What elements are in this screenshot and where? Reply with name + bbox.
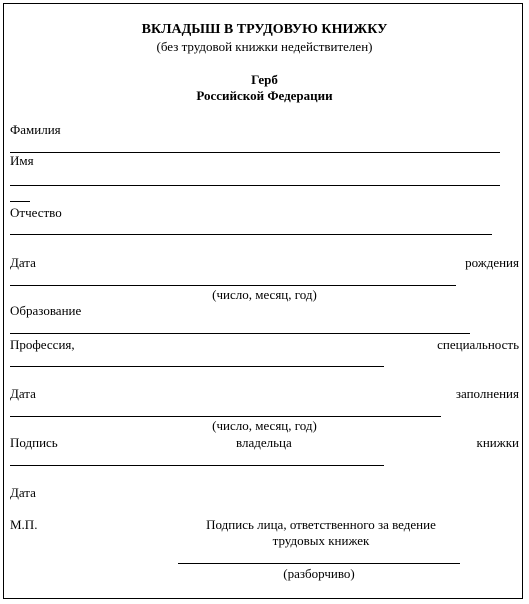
owner-sign-owner: владельца [236,435,292,450]
birth-date-line [10,285,456,286]
owner-sign-line [10,465,384,466]
profession-line [10,366,384,367]
specialty-label: специальность [437,337,519,352]
stamp-place-label: М.П. [10,517,38,532]
responsible-sign-line [178,563,460,564]
patronymic-label: Отчество [10,205,62,220]
fill-date-hint: (число, месяц, год) [212,418,317,433]
name-label: Имя [10,153,34,168]
owner-sign-book: книжки [476,435,519,450]
birth-date-hint: (число, месяц, год) [212,287,317,302]
education-line [10,333,470,334]
birth-date-label-right: рождения [465,255,519,270]
profession-label: Профессия, [10,337,75,352]
fill-date-label: Дата [10,386,36,401]
education-label: Образование [10,303,82,318]
name-line-continuation [10,201,30,202]
fill-date-line [10,416,441,417]
owner-sign-label: Подпись [10,435,58,450]
document-title: ВКЛАДЫШ В ТРУДОВУЮ КНИЖКУ [141,22,388,37]
date-label: Дата [10,485,36,500]
document-subtitle: (без трудовой книжки недействителен) [156,39,373,54]
surname-label: Фамилия [10,122,61,137]
legible-hint: (разборчиво) [283,566,355,581]
birth-date-label: Дата [10,255,36,270]
emblem-label: Герб [251,72,278,87]
surname-line [10,152,500,153]
patronymic-line [10,234,492,235]
responsible-sign-label-2: трудовых книжек [272,533,370,548]
fill-date-label-right: заполнения [455,386,519,401]
name-line [10,185,500,186]
emblem-label-country: Российской Федерации [196,88,333,103]
responsible-sign-label: Подпись лица, ответственного за ведение [206,517,436,532]
